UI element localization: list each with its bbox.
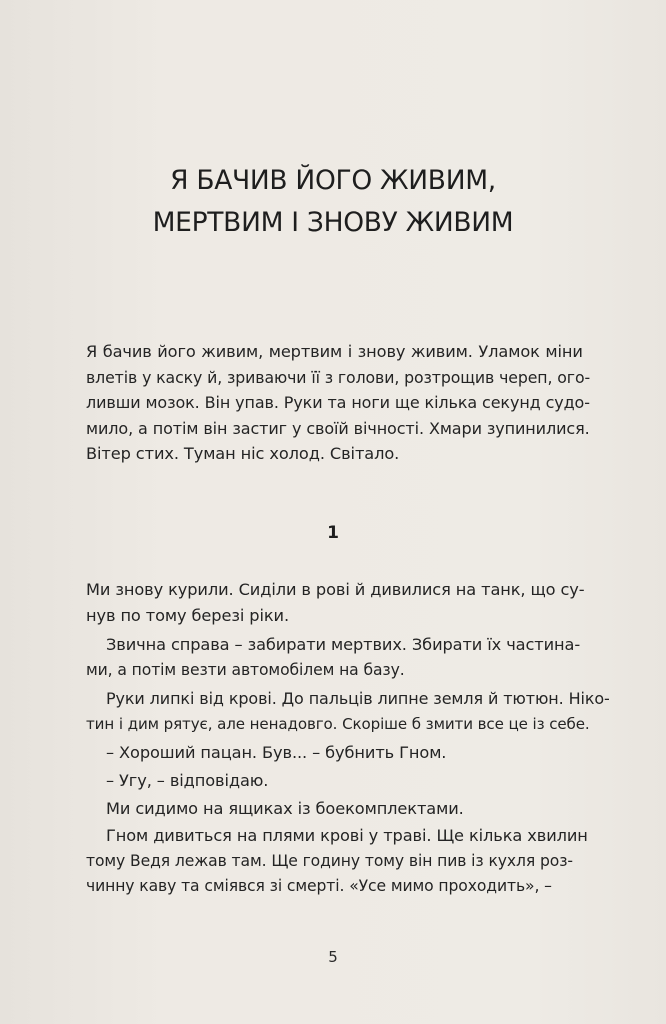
text-line: Гном дивиться на плями крові у траві. Ще кілька хвилин [106,826,588,845]
paragraph [86,823,610,900]
epigraph-line: ливши мозок. Він упав. Руки та ноги ще кілька секунд судо- [86,393,590,413]
chapter-number: 1 [327,523,339,543]
epigraph-line: мило, а потім він застиг у своїй вічності. Хмари зупинилися. [86,418,590,438]
epigraph [86,339,590,467]
epigraph-line: влетів у каску й, зриваючи її з голови, розтрощив череп, ого- [86,367,591,387]
paragraph [86,796,610,822]
text-line: тому Ведя лежав там. Ще годину тому він пив із кухля роз- [86,851,573,870]
title-line-1: Я БАЧИВ ЙОГО ЖИВИМ, [170,165,496,196]
page-number: 5 [328,948,338,966]
text-line: нув по тому березі ріки. [86,605,289,625]
paragraph [86,632,610,683]
paragraph [86,577,590,628]
paragraph [86,740,610,766]
title-line-2: МЕРТВИМ І ЗНОВУ ЖИВИМ [152,207,514,238]
epigraph-line: Я бачив його живим, мертвим і знову живим. Уламок міни [86,342,583,361]
text-line: – Угу, – відповідаю. [106,771,269,790]
text-line: Ми сидимо на ящиках із боекомплектами. [106,799,464,818]
text-line: чинну каву та сміявся зі смерті. «Усе мимо проходить», – [86,877,552,896]
paragraph [86,768,610,794]
text-line: Руки липкі від крові. До пальців липне земля й тютюн. Ніко- [106,689,610,708]
text-line: ми, а потім везти автомобілем на базу. [86,660,405,679]
text-line: – Хороший пацан. Був... – бубнить Гном. [106,743,447,762]
text-line: тин і дим рятує, але ненадовго. Скоріше б змити все це із себе. [86,714,590,733]
chapter-title [0,160,666,244]
epigraph-line: Вітер стих. Туман ніс холод. Світало. [86,444,400,464]
paragraph [86,686,610,737]
text-line: Ми знову курили. Сиділи в рові й дивилися на танк, що су- [86,580,585,599]
text-line: Звична справа – забирати мертвих. Збирати їх частина- [106,635,581,654]
